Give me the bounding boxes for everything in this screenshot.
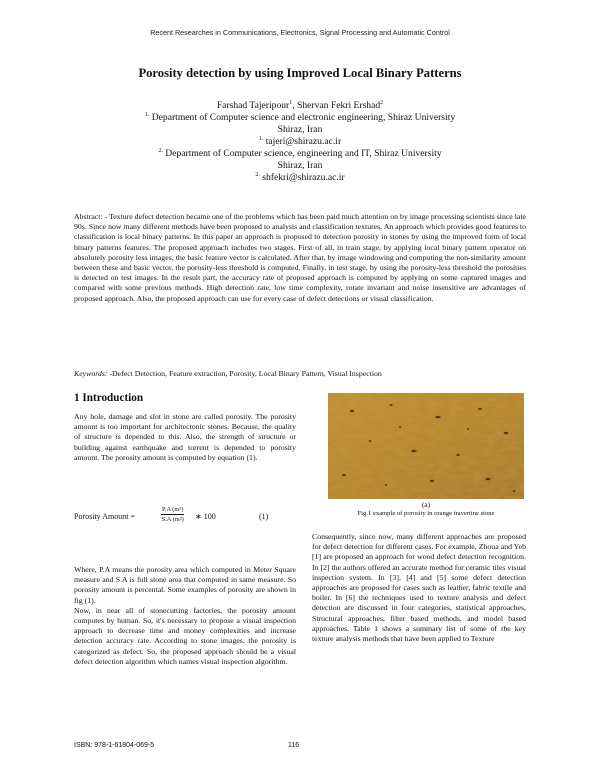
- intro-paragraph-3: Now, in near all of stonecutting factories, the porosity amount computes by human. So, it's necessary to propose a visual inspection approach to decrease time and money complexities and increase detection accuracy rate. According to stone images, the porosity is categorized as defect. So, the proposed approach should be a visual defect detection algorithm which names visual inspection algorithm.: [74, 605, 296, 666]
- affiliation-1: $^{1.}$ Department of Computer science and electronic engineering, Shiraz University: [144, 111, 456, 123]
- intro-column-2: Consequently, since now, many different approaches are proposed for defect detection for different cases. For example, Zhoua and Yeb [1] are proposed an approach for wood defect detection recognition. In [2] the authors offered an accurate method for ceramic tiles visual inspection system. In [3], [4] and [5] some defect detection approaches are proposed for cases such as leather, fabric textile and boiler. In [6] the techniques used to texture analysis and defect detection are discussed in four categories, statistical approaches, Structural approaches, filter based methods, and model based approaches. Table 1 shows a summary list of some of the key texture analysis methods that have been applied to Texture: [312, 532, 526, 644]
- equation-1: [74, 505, 296, 531]
- equation-numerator: P.A (m²): [162, 506, 184, 513]
- equation-lhs: Porosity Amount =: [74, 512, 135, 521]
- intro-paragraph-2-3: [74, 565, 296, 667]
- paper-title: Porosity detection by using Improved Local Binary Patterns: [138, 66, 462, 80]
- abstract: Abstract: - Texture defect detection became one of the problems which has been paid much attention on by image processing scientists since late 90s. Since now many different methods have been proposed to analysis and classification textures. An approach which provides good features to classification is local binary patterns. In this paper an approach is proposed to detection porosity in stones by using the improved form of local binary patterns features. The proposed approach includes two stages. First of all, in train stage, by applying local binary pattern operator on absolutely porosity less images, the basic feature vector is calculated. After that, by image windowing and computing the non-similarity amount between these and basic vector, the porosity-less threshold is computed. Finally, in test stage, by using the porosity-less threshold the porosities is detected on test images. In the result part, the accuracy rate of proposed approach is computed by applying on some captured images and compared with some previous methods. High detection rate, low time complexity, rotate invariant and noise insensitive are advantages of proposed approach. Also, the proposed approach can use for every case of defect detections or visual classification.: [74, 212, 526, 303]
- equation-denominator: S.A (m²): [161, 516, 184, 523]
- email-1: $^{1.}$ tajeri@shirazu.ac.ir: [258, 135, 342, 147]
- stone-figure-image: [328, 393, 524, 499]
- email-2: $^{2.}$ shfekri@shirazu.ac.ir: [255, 171, 345, 183]
- author-1: Farshad Tajeripour: [216, 100, 290, 111]
- affiliation-2-city: Shiraz, Iran: [277, 160, 323, 171]
- author-line: Farshad Tajeripour$^1$, Shervan Fekri Ershad$^2$: [216, 99, 384, 111]
- equation-fraction: [161, 505, 184, 524]
- keywords-text: -Defect Detection, Feature extraction, Porosity, Local Binary Pattern, Visual Inspection: [107, 369, 382, 378]
- affiliation-2: $^{2.}$ Department of Computer science, engineering and IT, Shiraz University: [158, 147, 442, 159]
- author-1-sup: 1: [289, 99, 293, 106]
- author-2-sup: 2: [380, 99, 384, 106]
- equation-rhs: ∗ 100: [195, 512, 216, 521]
- intro-paragraph-2: Where, P.A means the porosity area which computed in Meter Square measure and S.A is full stone area that computed in same measure. So porosity amount is percental. Some examples of porosity are shown in fig (1).: [74, 565, 296, 605]
- figure-sublabel: (a): [421, 500, 431, 509]
- figure-caption: Fig.1 example of porosity in orange travertine stone: [357, 510, 495, 517]
- footer-isbn: ISBN: 978-1-61804-069-5: [74, 742, 155, 749]
- keywords-label: Keywords:: [74, 369, 108, 378]
- stone-texture: [328, 393, 524, 499]
- affiliation-1-city: Shiraz, Iran: [277, 124, 323, 135]
- footer-page-number: 116: [288, 742, 300, 749]
- author-2: Shervan Fekri Ershad: [297, 100, 381, 111]
- keywords: [74, 369, 526, 379]
- running-header: Recent Researches in Communications, Electronics, Signal Processing and Automatic Control: [150, 28, 450, 37]
- intro-paragraph-1: Any hole, damage and slot in stone are called porosity. The porosity amount is too important for architectonic stones. Because, the quality of structure is depended to this. Also, the strength of structure or building against earthquake and torrent is depended to porosity amount. The porosity amount is computed by equation (1).: [74, 412, 296, 462]
- author-block: [60, 100, 540, 184]
- equation-number: (1): [259, 512, 269, 521]
- section-heading: 1 Introduction: [74, 392, 144, 404]
